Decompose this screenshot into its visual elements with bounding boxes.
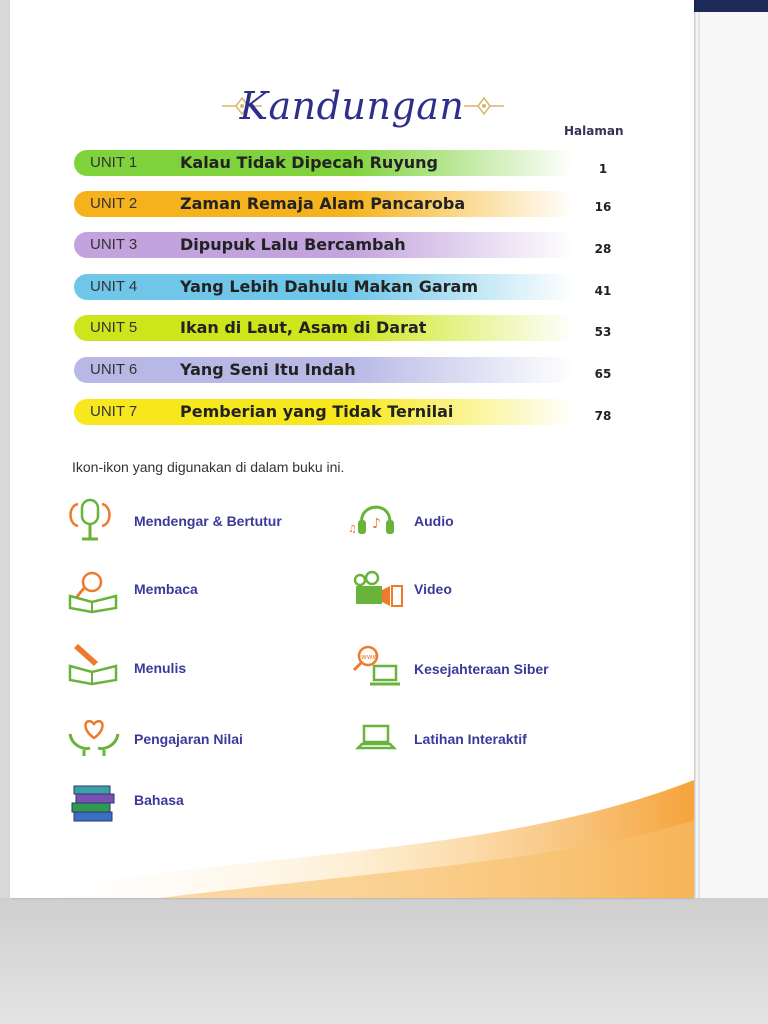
cyber-safety-icon (346, 644, 406, 690)
toc-row-unit-3[interactable] (74, 232, 574, 258)
icon-label-pengajaran-nilai: Pengajaran Nilai (134, 731, 243, 747)
video-camera-icon (346, 568, 406, 614)
icon-label-mendengar: Mendengar & Bertutur (134, 513, 282, 529)
svg-text:www: www (361, 653, 379, 661)
page-number: 65 (594, 367, 612, 381)
page-number: 53 (594, 325, 612, 339)
unit-title: Yang Seni Itu Indah (180, 360, 356, 379)
unit-title: Pemberian yang Tidak Ternilai (180, 402, 454, 421)
page-edge (694, 0, 768, 898)
icon-label-video: Video (414, 581, 452, 597)
icon-label-membaca: Membaca (134, 581, 198, 597)
page-number: 28 (594, 242, 612, 256)
unit-title: Zaman Remaja Alam Pancaroba (180, 194, 466, 213)
page-number: 1 (598, 162, 608, 176)
corner-mark (694, 0, 768, 12)
unit-label: UNIT 3 (90, 236, 138, 253)
unit-title: Dipupuk Lalu Bercambah (180, 235, 406, 254)
icon-label-bahasa: Bahasa (134, 792, 184, 808)
icon-label-kesejahteraan-siber: Kesejahteraan Siber (414, 661, 549, 677)
microphone-icon (64, 498, 124, 544)
page-title: Kandungan (239, 84, 465, 128)
toc-row-unit-4[interactable] (74, 274, 574, 300)
icon-label-latihan-interaktif: Latihan Interaktif (414, 731, 527, 747)
unit-label: UNIT 6 (90, 361, 138, 378)
toc-row-unit-2[interactable] (74, 191, 574, 217)
writing-icon (64, 640, 124, 686)
svg-text:♫: ♫ (348, 524, 357, 535)
icon-label-menulis: Menulis (134, 660, 187, 676)
unit-label: UNIT 7 (90, 403, 138, 420)
toc-row-unit-6[interactable] (74, 357, 574, 383)
page-column-heading: Halaman (564, 124, 624, 138)
heart-hands-icon (64, 714, 124, 760)
unit-label: UNIT 5 (90, 319, 138, 336)
page-number: 78 (594, 409, 612, 423)
books-icon (64, 782, 124, 828)
toc-row-unit-1[interactable] (74, 150, 574, 176)
page-title-wrap (10, 84, 694, 128)
unit-label: UNIT 4 (90, 278, 138, 295)
scan-background (0, 898, 768, 1024)
laptop-icon (346, 714, 406, 760)
unit-label: UNIT 1 (90, 154, 138, 171)
unit-title: Yang Lebih Dahulu Makan Garam (180, 277, 478, 296)
contents-page (10, 0, 694, 898)
unit-title: Ikan di Laut, Asam di Darat (180, 318, 427, 337)
unit-label: UNIT 2 (90, 195, 138, 212)
svg-text:♪: ♪ (372, 516, 381, 532)
page-number: 16 (594, 200, 612, 214)
headphones-icon (346, 498, 406, 544)
toc-row-unit-5[interactable] (74, 315, 574, 341)
toc-row-unit-7[interactable] (74, 399, 574, 425)
ornament-right-icon (462, 96, 506, 116)
page-number: 41 (594, 284, 612, 298)
unit-title: Kalau Tidak Dipecah Ruyung (180, 153, 438, 172)
reading-icon (64, 568, 124, 614)
icon-label-audio: Audio (414, 513, 454, 529)
icons-intro: Ikon-ikon yang digunakan di dalam buku ini. (72, 459, 345, 475)
